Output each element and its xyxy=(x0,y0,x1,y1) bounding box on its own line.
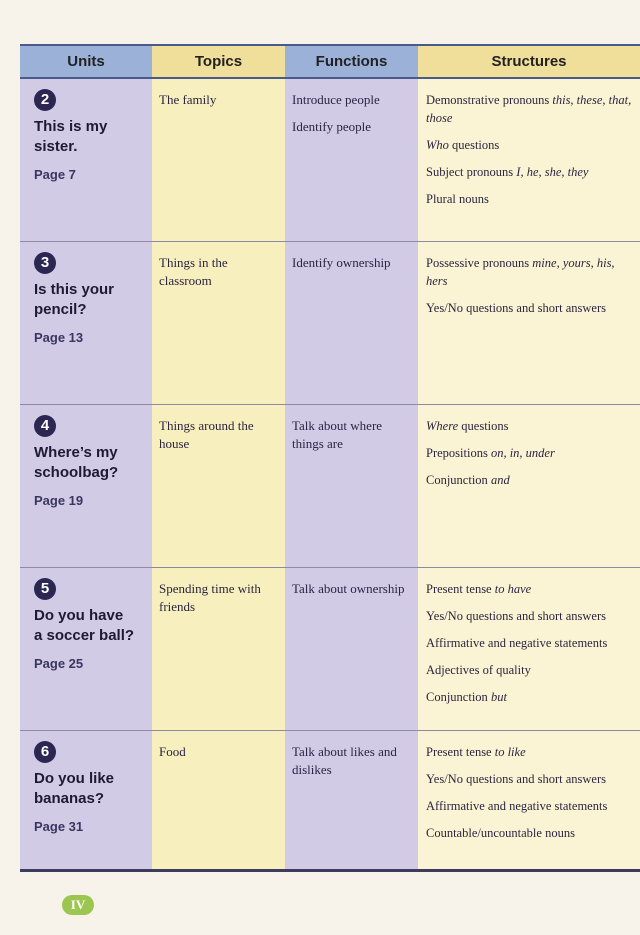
structure-text xyxy=(426,824,634,842)
unit-title: Where’s my schoolbag? xyxy=(34,443,119,481)
unit-cell xyxy=(20,404,152,567)
table-body xyxy=(20,78,640,870)
unit-cell xyxy=(20,567,152,730)
structure-text xyxy=(426,797,634,815)
structure-segment: Yes/No questions and short answers xyxy=(426,608,606,623)
structure-text xyxy=(426,163,634,181)
structure-segment: Affirmative and negative statements xyxy=(426,635,608,650)
unit-number-badge: 3 xyxy=(34,252,56,274)
structure-text xyxy=(426,634,634,652)
function-text: Talk about ownership xyxy=(292,580,405,596)
functions-cell xyxy=(285,241,418,404)
structure-segment: Present tense xyxy=(426,744,495,759)
topic-text: Spending time with friends xyxy=(159,580,261,614)
structures-cell xyxy=(418,241,640,404)
unit-number-badge: 2 xyxy=(34,89,56,111)
header-units: Units xyxy=(20,45,152,78)
header-structures: Structures xyxy=(418,45,640,78)
unit-number-badge: 6 xyxy=(34,741,56,763)
structure-term: mine, yours, his, hers xyxy=(426,255,615,288)
unit-cell xyxy=(20,78,152,241)
functions-cell xyxy=(285,78,418,241)
table-row xyxy=(20,241,640,404)
table-row xyxy=(20,567,640,730)
header-functions: Functions xyxy=(285,45,418,78)
syllabus-table xyxy=(20,44,640,872)
structure-text xyxy=(426,190,634,208)
structure-segment: Subject pronouns xyxy=(426,165,517,179)
function-text: Identify people xyxy=(292,119,372,134)
structure-segment: Conjunction xyxy=(426,689,491,704)
topics-cell xyxy=(152,567,285,730)
structure-segment: Demonstrative pronouns xyxy=(426,93,553,107)
unit-cell xyxy=(20,241,152,404)
unit-page-ref: Page 25 xyxy=(34,655,84,671)
structures-cell xyxy=(418,567,640,730)
structure-segment: Possessive pronouns xyxy=(426,255,533,270)
unit-title: Do you like bananas? xyxy=(34,769,115,807)
structure-segment: Conjunction xyxy=(426,472,491,487)
functions-cell xyxy=(285,567,418,730)
topic-text: The family xyxy=(159,92,217,107)
function-text: Talk about likes and dislikes xyxy=(292,743,397,777)
structure-text xyxy=(426,136,634,154)
function-text: Introduce people xyxy=(292,92,380,107)
structure-term: but xyxy=(490,689,507,704)
structure-segment: questions xyxy=(458,418,509,433)
structures-cell xyxy=(418,404,640,567)
structure-text xyxy=(426,417,634,435)
structure-segment: Present tense xyxy=(426,581,495,596)
structure-text xyxy=(426,580,634,598)
unit-title: Is this your pencil? xyxy=(34,280,115,318)
structure-segment: Prepositions xyxy=(426,445,491,460)
structure-term: this, these, that, those xyxy=(426,93,632,125)
structure-segment: Affirmative and negative statements xyxy=(426,798,608,813)
page-number-badge: IV xyxy=(62,895,94,915)
topics-cell xyxy=(152,404,285,567)
topics-cell xyxy=(152,730,285,870)
functions-cell xyxy=(285,404,418,567)
structure-text xyxy=(426,607,634,625)
functions-cell xyxy=(285,730,418,870)
unit-number-badge: 4 xyxy=(34,415,56,437)
structure-term: to have xyxy=(494,581,532,596)
structure-text xyxy=(426,688,634,706)
topic-text: Things around the house xyxy=(159,417,254,451)
unit-cell xyxy=(20,730,152,870)
function-text: Identify ownership xyxy=(292,254,391,270)
structure-text xyxy=(426,444,634,462)
structure-text xyxy=(426,471,634,489)
structure-text xyxy=(426,661,634,679)
header-topics: Topics xyxy=(152,45,285,78)
unit-page-ref: Page 7 xyxy=(34,167,76,182)
structure-segment: Yes/No questions and short answers xyxy=(426,771,606,786)
topics-cell xyxy=(152,78,285,241)
structure-text xyxy=(426,299,634,317)
structure-text xyxy=(426,91,634,127)
structures-cell xyxy=(418,78,640,241)
structure-segment: questions xyxy=(448,138,500,152)
structure-term: Who xyxy=(426,138,449,152)
unit-title: This is my sister. xyxy=(34,118,108,155)
structure-term: on, in, under xyxy=(490,445,555,460)
structure-segment: Plural nouns xyxy=(426,192,489,206)
unit-number-badge: 5 xyxy=(34,578,56,600)
structure-term: I, he, she, they xyxy=(516,165,589,179)
topic-text: Food xyxy=(159,743,186,759)
structure-segment: Adjectives of quality xyxy=(426,662,531,677)
structure-term: and xyxy=(490,472,510,487)
structure-term: to like xyxy=(494,744,526,759)
structure-segment: Yes/No questions and short answers xyxy=(426,300,606,315)
unit-page-ref: Page 31 xyxy=(34,818,84,834)
structure-text xyxy=(426,254,634,290)
table-row xyxy=(20,404,640,567)
structure-segment: Countable/uncountable nouns xyxy=(426,825,575,840)
unit-page-ref: Page 19 xyxy=(34,492,84,508)
unit-title: Do you have a soccer ball? xyxy=(34,606,135,644)
structures-cell xyxy=(418,730,640,870)
table-row xyxy=(20,78,640,241)
unit-page-ref: Page 13 xyxy=(34,329,84,345)
structure-text xyxy=(426,743,634,761)
table-row xyxy=(20,730,640,870)
topics-cell xyxy=(152,241,285,404)
structure-text xyxy=(426,770,634,788)
table-header xyxy=(20,45,640,78)
topic-text: Things in the classroom xyxy=(159,254,228,288)
function-text: Talk about where things are xyxy=(292,417,383,451)
structure-term: Where xyxy=(426,418,459,433)
